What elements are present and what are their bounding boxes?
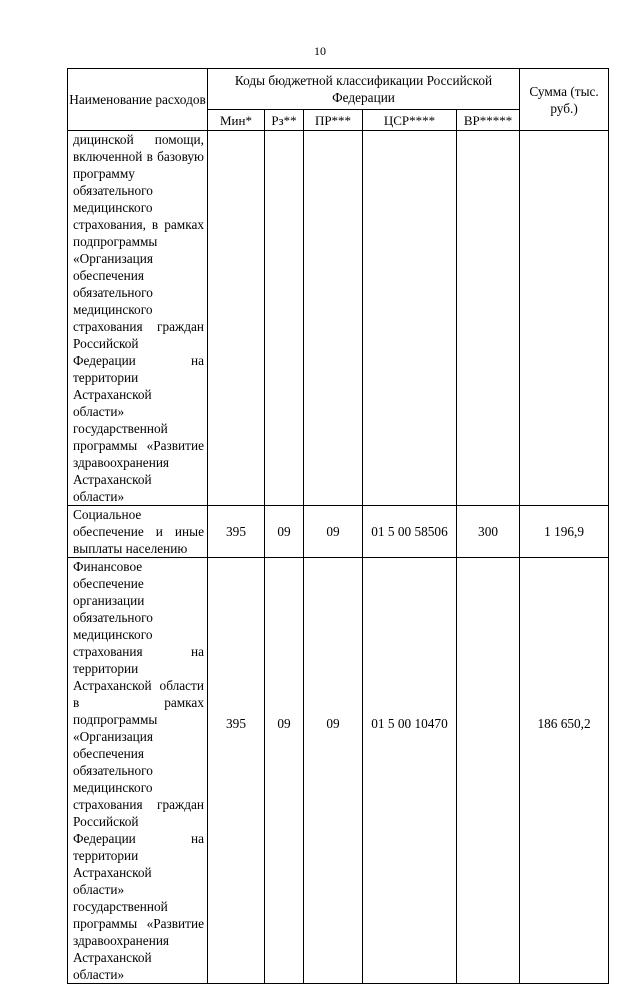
budget-table [67,68,609,984]
table-row [68,506,609,558]
row-vr: 300 [457,506,520,558]
row-csr [363,131,457,506]
row-csr: 01 5 00 10470 [363,558,457,984]
header-col-pr: ПР*** [304,110,363,131]
row-min [208,131,265,506]
row-rz: 09 [265,558,304,984]
row-rz [265,131,304,506]
page-number: 10 [314,44,326,58]
row-min: 395 [208,506,265,558]
header-sum: Сумма (тыс. руб.) [520,69,609,131]
header-col-vr: ВР***** [457,110,520,131]
row-pr [304,131,363,506]
header-col-csr: ЦСР**** [363,110,457,131]
row-vr [457,558,520,984]
table-row [68,558,609,984]
row-name: Социальное обеспечение и иные выплаты населению [68,506,208,558]
row-sum: 1 196,9 [520,506,609,558]
row-pr: 09 [304,506,363,558]
row-name: Финансовое обеспечение организации обязательного медицинского страхования на территории Астраханской области в рамках подпрограммы «Организация обеспечения обязательного медицинского страхования граждан Российской Федерации на территории Астраханской области» государственной программы «Развитие здравоохранения Астраханской области» [68,558,208,984]
row-name: дицинской помощи, включенной в базовую программу обязательного медицинского страхования, в рамках подпрограммы «Организация обеспечения обязательного медицинского страхования граждан Российской Федерации на территории Астраханской области» государственной программы «Развитие здравоохранения Астраханской области» [68,131,208,506]
header-col-min: Мин* [208,110,265,131]
row-min: 395 [208,558,265,984]
header-name: Наименование расходов [68,69,208,131]
row-sum: 186 650,2 [520,558,609,984]
row-csr: 01 5 00 58506 [363,506,457,558]
header-row-top [68,69,609,110]
row-pr: 09 [304,558,363,984]
row-rz: 09 [265,506,304,558]
row-sum [520,131,609,506]
table-row [68,131,609,506]
header-col-rz: Рз** [265,110,304,131]
header-codes: Коды бюджетной классификации Российской Федерации [208,69,520,110]
row-vr [457,131,520,506]
